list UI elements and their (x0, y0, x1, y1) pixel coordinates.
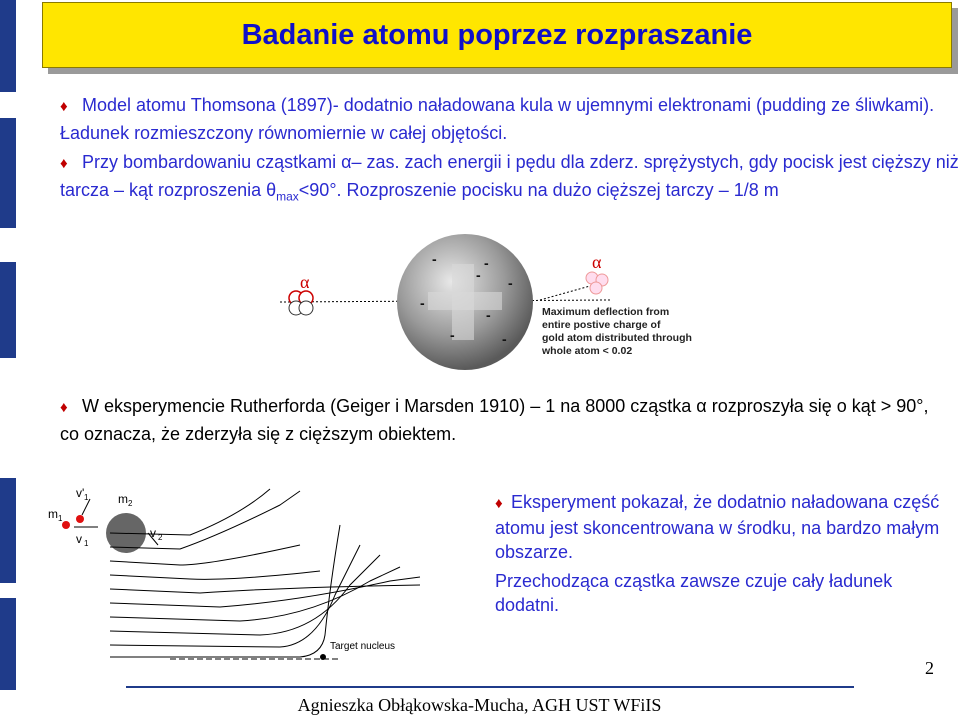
svg-text:whole atom < 0.02: whole atom < 0.02 (542, 345, 633, 357)
svg-text:1: 1 (84, 539, 89, 548)
diamond-bullet-icon: ♦ (60, 399, 68, 416)
text-passing-particle: Przechodząca cząstka zawsze czuje cały ładunek dodatni. (495, 571, 893, 615)
alpha-particle-left (289, 291, 313, 315)
svg-text:-: - (432, 251, 437, 267)
page-title: Badanie atomu poprzez rozpraszanie (241, 18, 753, 51)
deflection-caption (541, 306, 692, 357)
alpha-particle-right (586, 272, 608, 294)
svg-text:-: - (476, 267, 481, 283)
left-bar-5 (0, 598, 16, 690)
bullet-conclusion: ♦ Eksperyment pokazał, że dodatnio naładowana część atomu jest skoncentrowana w środku, na bardzo małym obszarze. (495, 492, 940, 562)
svg-text:1: 1 (84, 493, 89, 502)
svg-text:m: m (118, 492, 128, 506)
svg-text:entire postive charge of: entire postive charge of (542, 319, 661, 331)
page-number: 2 (925, 658, 934, 678)
alpha-label-left: α (300, 272, 310, 292)
svg-text:2: 2 (128, 499, 133, 508)
svg-text:Maximum deflection from: Maximum deflection from (542, 306, 670, 318)
particle-path-deflected (540, 286, 590, 300)
svg-text:-: - (508, 275, 513, 291)
plus-sign-horizontal (428, 292, 502, 310)
svg-text:-: - (484, 255, 489, 271)
svg-text:m: m (48, 507, 58, 521)
svg-text:v: v (76, 532, 82, 546)
bullet-rutherford: ♦ W eksperymencie Rutherforda (Geiger i Marsden 1910) – 1 na 8000 cząstka α rozproszyła się o kąt > 90°, co oznacza, że zderzyła się z cięższym obiektem. (60, 396, 929, 444)
svg-text:-: - (420, 295, 425, 311)
left-bar-1 (0, 0, 16, 92)
diamond-bullet-icon: ♦ (60, 98, 68, 115)
svg-text:gold atom distributed through: gold atom distributed through (542, 332, 692, 344)
particle-m1 (62, 521, 70, 529)
footer-line (126, 686, 854, 688)
target-nucleus-dot (320, 654, 326, 660)
svg-text:-: - (502, 331, 507, 347)
left-bar-3 (0, 262, 16, 358)
diamond-bullet-icon: ♦ (60, 155, 68, 172)
bullet-bombardment: ♦ Przy bombardowaniu cząstkami α– zas. zach energii i pędu dla zderz. sprężystych, gdy pocisk jest cięższy niż tarcza – kąt rozproszenia $\theta_{max}<90^\circ$. Rozproszenie pocisku na dużo cięższej tarczy – 1/8 m (60, 152, 959, 204)
rutherford-figure (40, 485, 480, 665)
collision-diagram (48, 486, 163, 553)
left-bar-4 (0, 478, 16, 583)
title-box (42, 2, 952, 68)
svg-text:1: 1 (58, 514, 63, 523)
footer-author: Agnieszka Obłąkowska-Mucha, AGH UST WFiIS (297, 695, 662, 715)
bullet-thomson: ♦ Model atomu Thomsona (1897)- dodatnio naładowana kula w ujemnymi elektronami (pudding ze śliwkami). Ładunek rozmieszczony równomiernie w całej objętości. (60, 95, 935, 143)
alpha-label-right: α (592, 252, 602, 272)
target-nucleus-label: Target nucleus (330, 641, 396, 652)
svg-text:2: 2 (158, 533, 163, 542)
particle-m1-scattered (76, 515, 84, 523)
svg-text:v: v (150, 526, 156, 540)
diamond-bullet-icon: ♦ (495, 495, 503, 512)
svg-text:-: - (486, 307, 491, 323)
scattering-trajectories (110, 489, 420, 657)
left-bar-2 (0, 118, 16, 228)
svg-text:v': v' (76, 486, 85, 500)
thomson-figure (280, 228, 720, 378)
svg-text:-: - (450, 327, 455, 343)
